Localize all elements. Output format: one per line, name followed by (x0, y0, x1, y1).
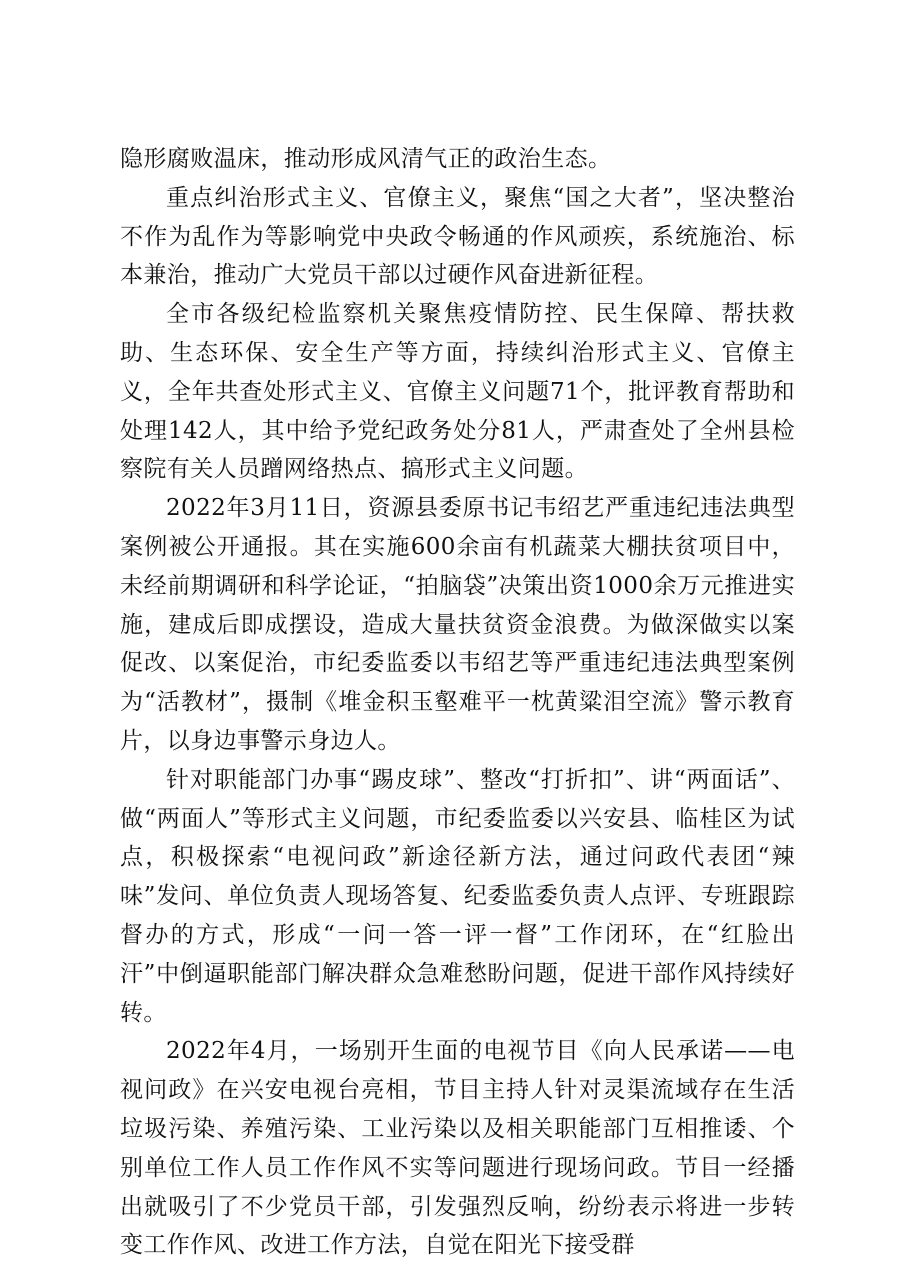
paragraph-5: 针对职能部门办事“踢皮球”、整改“打折扣”、讲“两面话”、做“两面人”等形式主义问题，市纪委监委以兴安县、临桂区为试点，积极探索“电视问政”新途径新方法，通过问政代表团“辣味”发问、单位负责人现场答复、纪委监委负责人点评、专班跟踪督办的方式，形成“一问一答一评一督”工作闭环，在“红脸出汗”中倒逼职能部门解决群众急难愁盼问题，促进干部作风持续好转。 (120, 766, 795, 1026)
paragraph-2: 重点纠治形式主义、官僚主义，聚焦“国之大者”，坚决整治不作为乱作为等影响党中央政令畅通的作风顽疾，系统施治、标本兼治，推动广大党员干部以过硬作风奋进新征程。 (120, 184, 795, 289)
paragraph-6: 2022年4月，一场别开生面的电视节目《向人民承诺——电视问政》在兴安电视台亮相，节目主持人针对灵渠流域存在生活垃圾污染、养殖污染、工业污染以及相关职能部门互相推诿、个别单位工作人员工作作风不实等问题进行现场问政。节目一经播出就吸引了不少党员干部，引发强烈反响，纷纷表示将进一步转变工作作风、改进工作方法，自觉在阳光下接受群 (120, 1038, 795, 1259)
document-body (120, 140, 795, 1265)
paragraph-1: 隐形腐败温床，推动形成风清气正的政治生态。 (120, 146, 612, 172)
paragraph-4: 2022年3月11日，资源县委原书记韦绍艺严重违纪违法典型案例被公开通报。其在实施600余亩有机蔬菜大棚扶贫项目中，未经前期调研和科学论证，“拍脑袋”决策出资1000余万元推进实施，建成后即成摆设，造成大量扶贫资金浪费。为做深做实以案促改、以案促治，市纪委监委以韦绍艺等严重违纪违法典型案例为“活教材”，摄制《堆金积玉壑难平一枕黄粱泪空流》警示教育片，以身边事警示身边人。 (120, 495, 795, 754)
paragraph-3: 全市各级纪检监察机关聚焦疫情防控、民生保障、帮扶救助、生态环保、安全生产等方面，持续纠治形式主义、官僚主义，全年共查处形式主义、官僚主义问题71个，批评教育帮助和处理142人，其中给予党纪政务处分81人，严肃查处了全州县检察院有关人员蹭网络热点、搞形式主义问题。 (120, 301, 795, 483)
